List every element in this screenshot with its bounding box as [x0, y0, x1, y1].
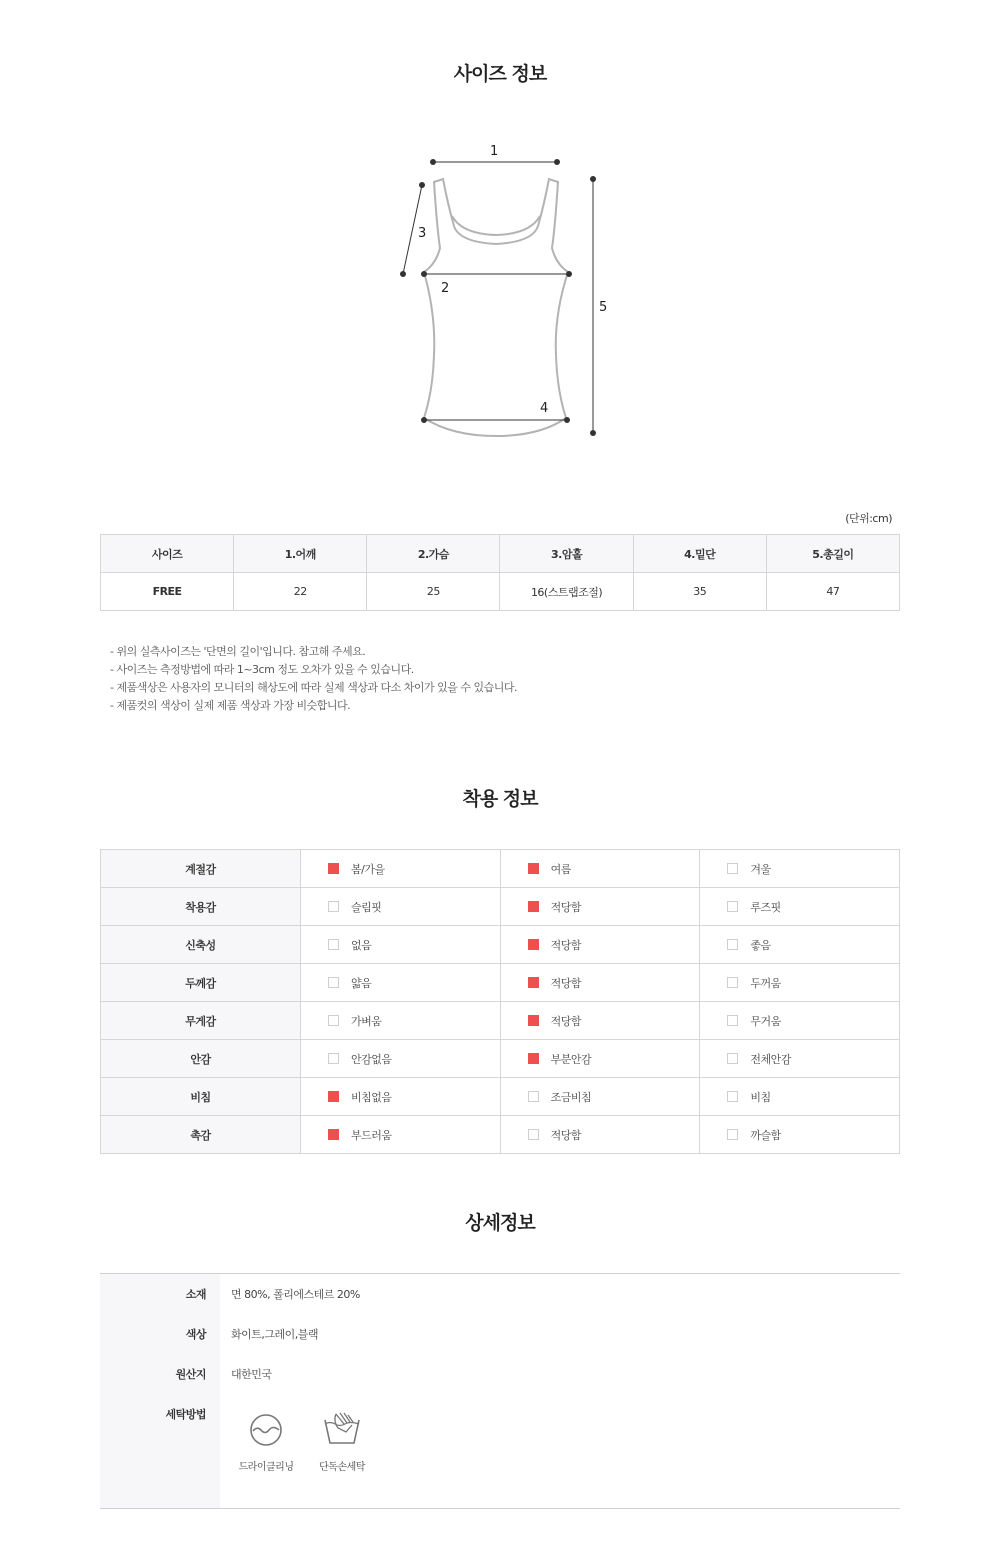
wear-option-label: 까슬함: [750, 1128, 781, 1142]
size-table-header-row: [101, 535, 900, 573]
wear-option-label: 두꺼움: [750, 976, 781, 990]
color-row: [100, 1326, 900, 1346]
shoulder-measure-label: 1: [490, 144, 499, 159]
size-table-row: [101, 573, 900, 611]
unchecked-box-icon: [528, 1091, 539, 1102]
checked-box-icon: [528, 1015, 539, 1026]
hem-measure-point: [564, 417, 570, 423]
unchecked-box-icon: [727, 863, 738, 874]
wear-option-label: 봄/가을: [351, 862, 385, 876]
wear-option-label: 겨울: [750, 862, 771, 876]
armhole-measure-point: [400, 271, 406, 277]
chest-measure-label: 2: [441, 281, 450, 296]
size-cell: FREE: [101, 573, 234, 611]
size-header-cell: 2.가슴: [367, 535, 500, 573]
length-measure-point: [590, 430, 596, 436]
shoulder-measure-point: [554, 159, 560, 165]
wear-option-label: 안감없음: [351, 1052, 392, 1066]
wear-info-label: 무게감: [101, 1002, 301, 1040]
wear-info-label: 안감: [101, 1040, 301, 1078]
wear-option-label: 얇음: [351, 976, 372, 990]
wash-row: [100, 1406, 900, 1426]
hand-wash-icon: [322, 1412, 362, 1448]
wear-option-cell: [500, 1040, 700, 1078]
checked-box-icon: [328, 863, 339, 874]
wear-option-cell: [500, 1078, 700, 1116]
wear-info-row: [101, 888, 900, 926]
unchecked-box-icon: [727, 1129, 738, 1140]
armhole-measure-label: 3: [418, 226, 427, 241]
wear-option-label: 여름: [550, 862, 571, 876]
unchecked-box-icon: [727, 1053, 738, 1064]
size-cell: 35: [633, 573, 766, 611]
length-measure-label: 5: [599, 300, 608, 315]
size-info-title: 사이즈 정보: [453, 63, 547, 85]
wear-option-label: 가벼움: [351, 1014, 382, 1028]
unchecked-box-icon: [727, 1015, 738, 1026]
unchecked-box-icon: [328, 939, 339, 950]
size-note: - 제품색상은 사용자의 모니터의 해상도에 따라 실제 색상과 다소 차이가 있을 수 있습니다.: [110, 681, 517, 694]
size-header-cell: 4.밑단: [633, 535, 766, 573]
material-row: [100, 1286, 900, 1306]
wear-info-row: [101, 1116, 900, 1154]
length-measure-point: [590, 176, 596, 182]
garment-size-diagram: [390, 140, 620, 445]
unchecked-box-icon: [528, 1129, 539, 1140]
hem-measure-label: 4: [540, 401, 549, 416]
wear-option-label: 적당함: [550, 976, 582, 990]
wear-option-label: 무거움: [750, 1014, 781, 1028]
wear-option-cell: [301, 1040, 501, 1078]
wear-option-cell: [301, 926, 501, 964]
wear-info-row: [101, 850, 900, 888]
unchecked-box-icon: [727, 901, 738, 912]
tank-top-outline: [424, 179, 568, 436]
wear-option-cell: [700, 1040, 900, 1078]
origin-value: 대한민국: [231, 1368, 272, 1381]
wear-option-cell: [700, 888, 900, 926]
wear-option-cell: [500, 850, 700, 888]
checked-box-icon: [328, 1091, 339, 1102]
wear-info-label: 신축성: [101, 926, 301, 964]
unit-label: (단위:cm): [845, 512, 892, 525]
wash-method-label: 단독손세탁: [319, 1462, 365, 1473]
wear-option-cell: [500, 1116, 700, 1154]
unchecked-box-icon: [727, 1091, 738, 1102]
unchecked-box-icon: [328, 1053, 339, 1064]
wear-info-label: 촉감: [101, 1116, 301, 1154]
tank-top-diagram-svg: [390, 140, 620, 445]
wash-label: 세탁방법: [165, 1408, 206, 1421]
wear-option-cell: [700, 1116, 900, 1154]
size-header-cell: 5.총길이: [766, 535, 899, 573]
wear-option-cell: [700, 1002, 900, 1040]
wear-option-label: 적당함: [550, 900, 582, 914]
checked-box-icon: [328, 1129, 339, 1140]
wear-info-table: [100, 849, 900, 1154]
wear-option-label: 좋음: [750, 938, 771, 952]
wear-info-label: 두께감: [101, 964, 301, 1002]
size-cell: 22: [234, 573, 367, 611]
wear-option-cell: [700, 964, 900, 1002]
size-note: - 제품컷의 색상이 실제 제품 색상과 가장 비슷합니다.: [110, 699, 351, 712]
material-value: 면 80%, 폴리에스테르 20%: [231, 1288, 360, 1301]
wear-option-label: 슬림핏: [351, 900, 382, 914]
wear-info-row: [101, 926, 900, 964]
wear-option-label: 부분안감: [550, 1052, 592, 1066]
size-note: - 위의 실측사이즈는 '단면의 길이'입니다. 참고해 주세요.: [110, 645, 366, 658]
wear-info-title: 착용 정보: [462, 788, 538, 810]
wear-option-cell: [700, 926, 900, 964]
wear-option-cell: [500, 1002, 700, 1040]
unchecked-box-icon: [328, 1015, 339, 1026]
wear-option-cell: [301, 850, 501, 888]
checked-box-icon: [528, 939, 539, 950]
wear-option-label: 적당함: [550, 1014, 582, 1028]
chest-measure-point: [421, 271, 427, 277]
wear-info-label: 착용감: [101, 888, 301, 926]
wear-option-label: 적당함: [550, 1128, 582, 1142]
wear-info-label: 비침: [101, 1078, 301, 1116]
detail-info-panel: [100, 1273, 900, 1509]
wear-option-cell: [301, 1002, 501, 1040]
shoulder-measure-point: [430, 159, 436, 165]
wear-info-row: [101, 964, 900, 1002]
checked-box-icon: [528, 863, 539, 874]
wear-option-label: 조금비침: [550, 1090, 592, 1104]
size-notes: [110, 643, 890, 715]
unchecked-box-icon: [727, 939, 738, 950]
size-cell: 16(스트랩조절): [500, 573, 633, 611]
wear-option-cell: [301, 1116, 501, 1154]
unchecked-box-icon: [727, 977, 738, 988]
material-label: 소재: [185, 1288, 206, 1301]
wear-option-label: 루즈핏: [750, 900, 781, 914]
color-value: 화이트,그레이,블랙: [231, 1328, 319, 1341]
wash-method-hand-wash: [302, 1412, 382, 1473]
wear-option-cell: [301, 888, 501, 926]
armhole-measure-point: [419, 182, 425, 188]
size-cell: 47: [766, 573, 899, 611]
wear-option-label: 적당함: [550, 938, 582, 952]
wear-info-row: [101, 1040, 900, 1078]
color-label: 색상: [185, 1328, 206, 1341]
size-header-cell: 1.어깨: [234, 535, 367, 573]
size-note: - 사이즈는 측정방법에 따라 1~3cm 정도 오차가 있을 수 있습니다.: [110, 663, 414, 676]
wear-option-cell: [700, 850, 900, 888]
dry-clean-icon: [248, 1412, 284, 1448]
checked-box-icon: [528, 1053, 539, 1064]
wash-method-label: 드라이클리닝: [238, 1462, 294, 1473]
wear-option-cell: [700, 1078, 900, 1116]
origin-label: 원산지: [175, 1368, 206, 1381]
origin-row: [100, 1366, 900, 1386]
chest-measure-point: [566, 271, 572, 277]
wear-option-label: 비침: [750, 1090, 771, 1104]
wear-info-row: [101, 1078, 900, 1116]
wear-info-row: [101, 1002, 900, 1040]
detail-label-column: [100, 1274, 220, 1508]
wear-option-cell: [301, 1078, 501, 1116]
checked-box-icon: [528, 901, 539, 912]
wear-option-cell: [500, 888, 700, 926]
detail-info-title: 상세정보: [465, 1212, 535, 1234]
wear-option-label: 부드러움: [351, 1128, 392, 1142]
tank-top-inner-neckline: [452, 216, 540, 235]
size-header-cell: 3.암홀: [500, 535, 633, 573]
unchecked-box-icon: [328, 977, 339, 988]
size-header-cell: 사이즈: [101, 535, 234, 573]
size-cell: 25: [367, 573, 500, 611]
hem-measure-point: [421, 417, 427, 423]
wear-option-label: 전체안감: [750, 1052, 791, 1066]
size-table: [100, 534, 900, 611]
checked-box-icon: [528, 977, 539, 988]
unchecked-box-icon: [328, 901, 339, 912]
wear-option-cell: [301, 964, 501, 1002]
wear-info-label: 계절감: [101, 850, 301, 888]
wear-option-cell: [500, 964, 700, 1002]
wear-option-cell: [500, 926, 700, 964]
wear-option-label: 비침없음: [351, 1090, 392, 1104]
wash-method-dry-clean: [226, 1412, 306, 1473]
wear-option-label: 없음: [351, 938, 372, 952]
